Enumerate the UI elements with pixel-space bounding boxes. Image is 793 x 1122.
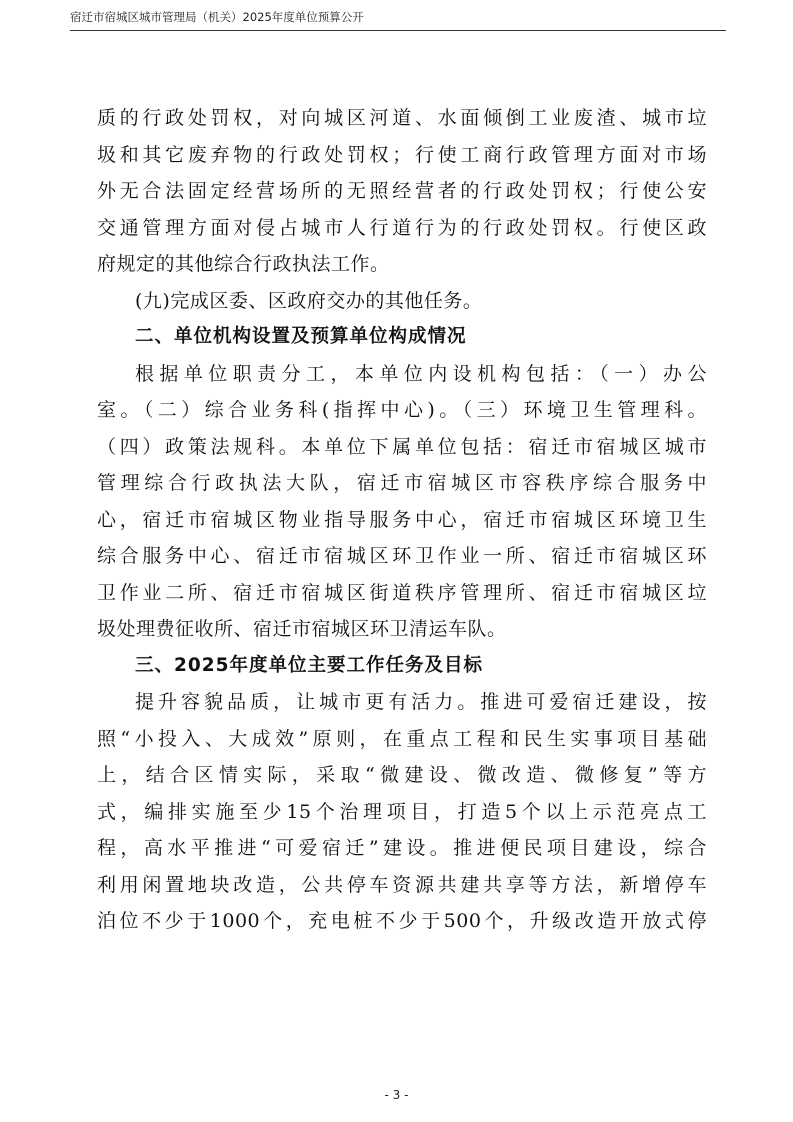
body-line: 泊位不少于1000个，充电桩不少于500个，升级改造开放式停 [97, 910, 707, 932]
body-line: 综合服务中心、宿迁市宿城区环卫作业一所、宿迁市宿城区环 [97, 545, 707, 567]
body-line: 程，高水平推进“可爱宿迁”建设。推进便民项目建设，综合 [97, 837, 707, 859]
body-line: 圾处理费征收所、宿迁市宿城区环卫清运车队。 [97, 618, 507, 640]
section-heading: 三、2025年度单位主要工作任务及目标 [135, 654, 483, 676]
body-line: 利用闲置地块改造，公共停车资源共建共享等方法，新增停车 [97, 873, 707, 896]
section-heading: 二、单位机构设置及预算单位构成情况 [135, 326, 467, 347]
body-line: 质的行政处罚权，对向城区河道、水面倾倒工业废渣、城市垃 [97, 107, 707, 129]
body-line: 提升容貌品质，让城市更有活力。推进可爱宿迁建设，按 [135, 691, 707, 713]
body-line: 根据单位职责分工，本单位内设机构包括：（一）办公 [135, 362, 707, 385]
body-line: 上，结合区情实际，采取“微建设、微改造、微修复”等方 [97, 764, 707, 786]
body-line: 圾和其它废弃物的行政处罚权；行使工商行政管理方面对市场 [97, 143, 707, 166]
body-line: 心，宿迁市宿城区物业指导服务中心，宿迁市宿城区环境卫生 [97, 508, 707, 531]
page-number: - 3 - [384, 1088, 409, 1102]
body-line: (九)完成区委、区政府交办的其他任务。 [135, 289, 483, 312]
body-line: 式，编排实施至少15个治理项目，打造5个以上示范亮点工 [97, 800, 707, 823]
header-title: 宿迁市宿城区城市管理局（机关）2025年度单位预算公开 [70, 10, 364, 24]
body-line: 管理综合行政执法大队，宿迁市宿城区市容秩序综合服务中 [97, 472, 707, 494]
body-line: 卫作业二所、宿迁市宿城区街道秩序管理所、宿迁市宿城区垃 [97, 581, 707, 604]
body-line: （四）政策法规科。本单位下属单位包括：宿迁市宿城区城市 [97, 435, 707, 458]
body-line: 交通管理方面对侵占城市人行道行为的行政处罚权。行使区政 [97, 216, 707, 239]
page-header [70, 8, 726, 31]
document-body [97, 100, 707, 940]
body-line: 外无合法固定经营场所的无照经营者的行政处罚权；行使公安 [97, 180, 707, 202]
body-line: 室。（二）综合业务科(指挥中心)。（三）环境卫生管理科。 [97, 399, 707, 421]
body-line: 照“小投入、大成效”原则，在重点工程和民生实事项目基础 [97, 727, 707, 750]
body-line: 府规定的其他综合行政执法工作。 [97, 253, 390, 275]
